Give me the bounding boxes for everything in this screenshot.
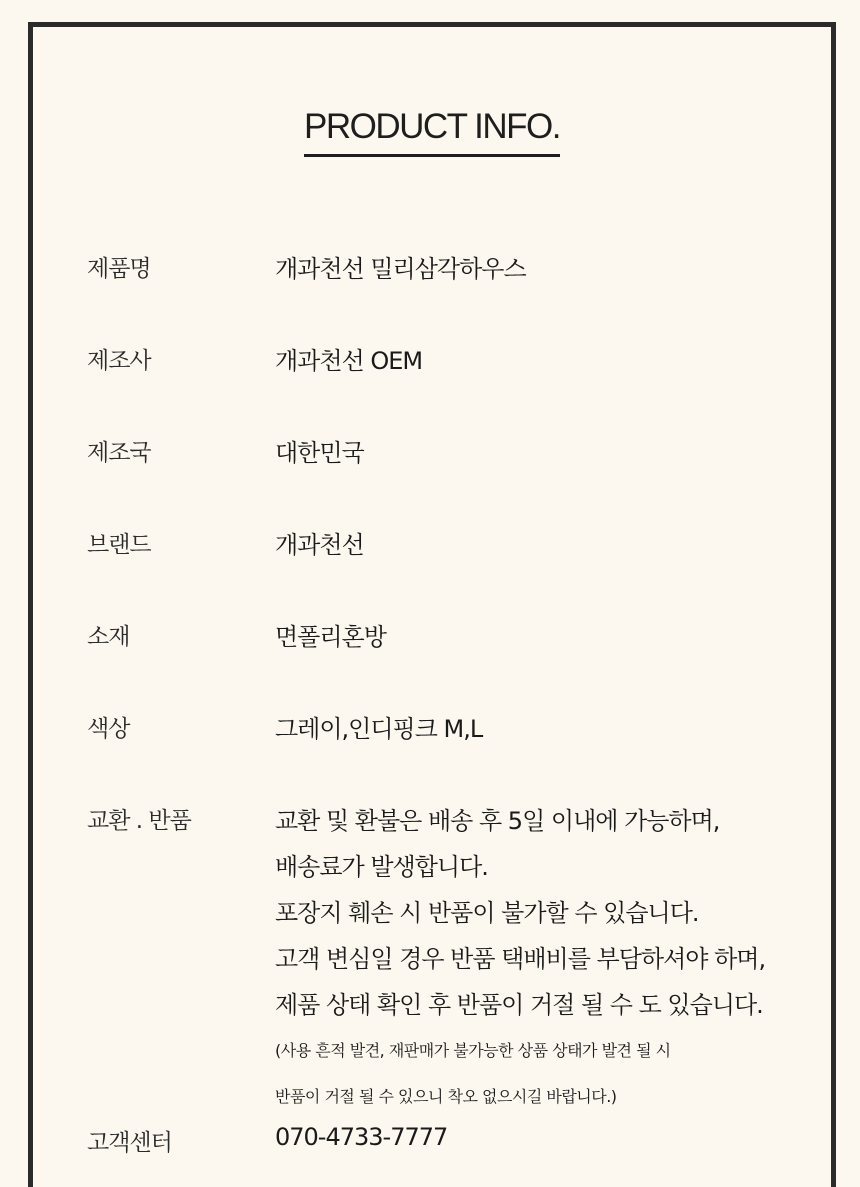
label-country: 제조국 <box>87 440 151 466</box>
title-wrap <box>33 109 831 157</box>
value-manufacturer: 개과천선 OEM <box>275 347 423 375</box>
label-brand: 브랜드 <box>87 532 151 558</box>
value-color: 그레이,인디핑크 M,L <box>275 715 483 743</box>
value-customer-center-phone: 070-4733-7777 <box>275 1123 448 1151</box>
policy-line: 고객 변심일 경우 반품 택배비를 부담하셔야 하며, <box>275 945 766 973</box>
value-material: 면폴리혼방 <box>275 623 386 651</box>
page-title: PRODUCT INFO. <box>304 109 560 157</box>
label-material: 소재 <box>87 624 130 650</box>
label-product-name: 제품명 <box>87 256 151 282</box>
label-manufacturer: 제조사 <box>87 348 151 374</box>
value-brand: 개과천선 <box>275 531 364 559</box>
policy-note: (사용 흔적 발견, 재판매가 불가능한 상품 상태가 발견 될 시 <box>275 1041 671 1060</box>
label-color: 색상 <box>87 716 130 742</box>
policy-line: 교환 및 환불은 배송 후 5일 이내에 가능하며, <box>275 807 720 835</box>
value-country: 대한민국 <box>275 439 364 467</box>
label-exchange-return: 교환 . 반품 <box>87 808 191 834</box>
policy-note: 반품이 거절 될 수 있으니 착오 없으시길 바랍니다.) <box>275 1087 617 1106</box>
value-product-name: 개과천선 밀리삼각하우스 <box>275 255 526 283</box>
exchange-return-policy <box>275 798 765 1120</box>
policy-line: 제품 상태 확인 후 반품이 거절 될 수 도 있습니다. <box>275 991 763 1019</box>
policy-line: 포장지 훼손 시 반품이 불가할 수 있습니다. <box>275 899 699 927</box>
label-customer-center: 고객센터 <box>87 1130 172 1156</box>
policy-line: 배송료가 발생합니다. <box>275 853 488 881</box>
